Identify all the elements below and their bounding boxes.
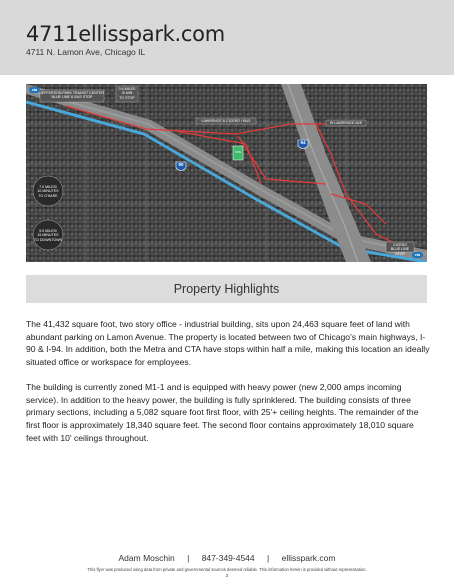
map-label-lawrence-ave: W LAWRENCE AVE xyxy=(329,121,363,125)
cta-badge-bottom: cta xyxy=(412,252,423,258)
interstate-90-label: 90 xyxy=(178,162,184,167)
aerial-map-graphic xyxy=(26,84,427,262)
cta-badge-top: cta xyxy=(29,87,40,93)
description-paragraph-2: The building is currently zoned M1-1 and is equipped with heavy power (new 2,000 amps incoming service). In addition to the heavy power, the building is fully sprinklered. The building consists of three primary sections, including a 5,082 square foot first floor, with 25'+ ceiling heights. The remainder of the first floor is approximately 18,340 square feet. The second floor contains approximately 18,010 square feet with 10' ceilings throughout. xyxy=(26,382,419,443)
site-address: 4711 N. Lamon Ave, Chicago IL xyxy=(26,47,146,57)
site-title: 4711ellisspark.com xyxy=(26,22,225,46)
map-label-lawrence: LAWRENCE & CICERO / BUS xyxy=(201,119,251,123)
map-label-jefferson: JEFFERSON PARK TRANSIT CENTER BLUE LINE & BUS STOP xyxy=(40,91,104,100)
contact-phone[interactable]: 847-349-4544 xyxy=(201,553,255,563)
map-label-cicero: CICERO BLUE LINE STOP xyxy=(390,243,410,256)
contact-name: Adam Moschin xyxy=(118,553,175,563)
contact-line xyxy=(0,553,454,563)
disclaimer: This flyer was produced using data from private and governmental sources deemed reliable. This information herein is provided without representation. xyxy=(87,567,367,572)
section-header xyxy=(26,275,427,303)
interstate-94-label: 94 xyxy=(300,140,306,145)
map-label-miles-top: 0.6 MILES /5 MIN TO STOP xyxy=(118,87,136,100)
contact-separator: | xyxy=(267,553,270,563)
description-paragraph-1: The 41,432 square foot, two story office - industrial building, sits upon 24,463 square feet of land with abundant parking on Lamon Avenue. The property is located between two of Chicago's main highways, I-90 & I-94. In addition, both the Metra and CTA have stops within half a mile, making this location an ideally situated office or workspace for employees. xyxy=(26,319,430,368)
page-header xyxy=(0,0,454,75)
contact-separator: | xyxy=(187,553,190,563)
aerial-map xyxy=(26,84,427,262)
page-number: 2 xyxy=(225,573,229,578)
map-label-downtown: 9.0 MILES/ 15 MINUTES TO DOWNTOWN xyxy=(33,229,63,242)
section-title: Property Highlights xyxy=(173,282,280,296)
map-label-ohare: 7.0 MILES/ 10 MINUTES TO O'HARE xyxy=(37,185,59,198)
contact-website[interactable]: ellisspark.com xyxy=(281,553,336,563)
site-marker-label: SITE xyxy=(234,150,242,154)
